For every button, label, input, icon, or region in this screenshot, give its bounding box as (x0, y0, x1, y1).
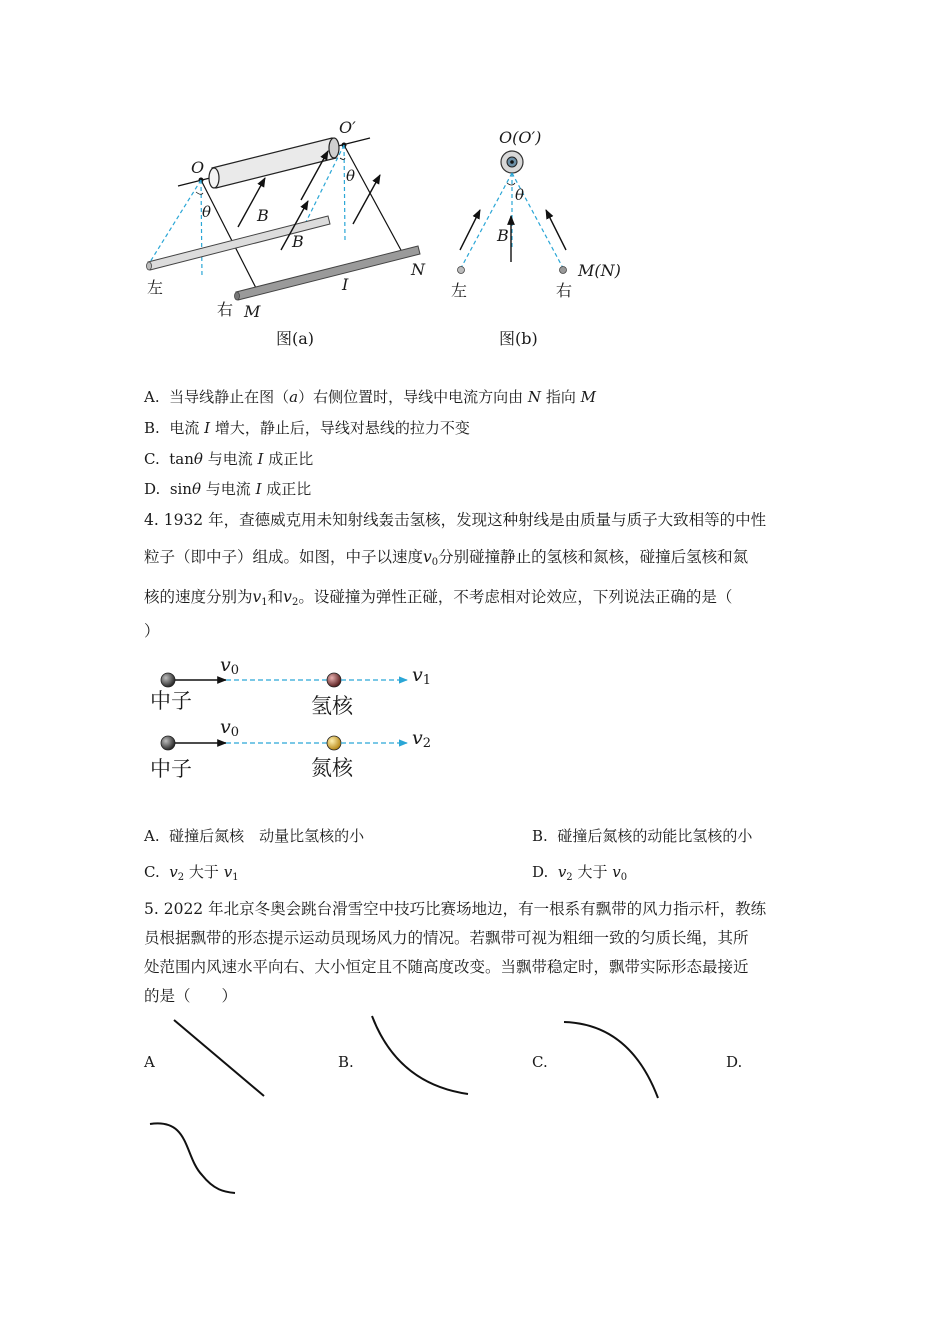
q5-line-1: 5. 2022 年北京冬奥会跳台滑雪空中技巧比赛场地边，有一根系有飘带的风力指示杆，教练 (144, 900, 767, 918)
q4-option-a: A. 碰撞后氮核 动量比氢核的小 (144, 827, 365, 845)
caption-b: 图(b) (499, 329, 538, 348)
q3-option-d: D. sinθ 与电流 I 成正比 (144, 480, 312, 498)
label-m-n: M(N) (578, 261, 621, 280)
label-theta-a1: θ (202, 203, 212, 221)
label-v0-row2: $v_0$ (220, 716, 240, 740)
label-left-b: 左 (451, 281, 468, 300)
label-b-a2: B (292, 232, 304, 251)
label-m: M (244, 302, 261, 321)
label-o-o-prime: O(O′) (499, 128, 542, 147)
q4-line-1: 4. 1932 年，查德威克用未知射线轰击氢核，发现这种射线是由质量与质子大致相等的中性 (144, 511, 767, 529)
q5-line-4: 的是（ ） (144, 987, 238, 1005)
q5-line-2: 员根据飘带的形态提示运动员现场风力的情况。若飘带可视为粗细一致的匀质长绳，其所 (144, 929, 749, 947)
label-v0-row1: $v_0$ (220, 654, 240, 678)
q4-line-4: ） (144, 622, 160, 640)
label-n: N (411, 260, 425, 279)
q4-option-c: C. $v_2$ 大于 $v_1$ (144, 863, 239, 883)
q5-option-c-label: C. (532, 1053, 548, 1071)
label-current-i: I (342, 275, 349, 294)
label-v2: $v_2$ (412, 727, 432, 751)
label-nitrogen: 氮核 (311, 756, 353, 780)
label-b-a1: B (257, 206, 269, 225)
label-right-a: 右 (217, 300, 234, 319)
ribbon-shape-a (174, 1020, 264, 1096)
q3-option-a: A. 当导线静止在图（a）右侧位置时，导线中电流方向由 N 指向 M (144, 388, 596, 406)
caption-a: 图(a) (276, 329, 315, 348)
ribbon-shape-d (150, 1123, 235, 1193)
q5-option-b-label: B. (338, 1053, 354, 1071)
q3-option-b: B. 电流 I 增大，静止后，导线对悬线的拉力不变 (144, 419, 470, 437)
label-right-b: 右 (556, 281, 573, 300)
q5-option-d-label: D. (726, 1053, 743, 1071)
q4-line-2: 粒子（即中子）组成。如图，中子以速度$v_0$分别碰撞静止的氢核和氮核，碰撞后氢核和氮 (144, 548, 749, 568)
q3-option-c: C. tanθ 与电流 I 成正比 (144, 450, 314, 468)
ribbon-shape-c (564, 1022, 658, 1098)
label-left-a: 左 (147, 278, 164, 297)
q5-line-3: 处范围内风速水平向右、大小恒定且不随高度改变。当飘带稳定时，飘带实际形态最接近 (144, 958, 749, 976)
label-neutron-row1: 中子 (150, 689, 192, 713)
label-o-prime: O′ (339, 118, 356, 137)
q5-option-a-label: A (144, 1053, 155, 1071)
label-theta-a2: θ (346, 167, 356, 185)
ribbon-shape-b (372, 1016, 468, 1094)
q4-line-3: 核的速度分别为$v_1$和$v_2$。设碰撞为弹性正碰，不考虑相对论效应，下列说法正确的是（ (144, 588, 733, 608)
label-hydrogen: 氢核 (311, 694, 353, 718)
q4-option-b: B. 碰撞后氮核的动能比氢核的小 (532, 827, 753, 845)
label-b-b: B (497, 226, 509, 245)
q4-option-d: D. $v_2$ 大于 $v_0$ (532, 863, 628, 883)
label-o: O (191, 158, 205, 177)
label-theta-b: θ (515, 186, 525, 204)
label-v1: $v_1$ (412, 664, 432, 688)
label-neutron-row2: 中子 (150, 757, 192, 781)
